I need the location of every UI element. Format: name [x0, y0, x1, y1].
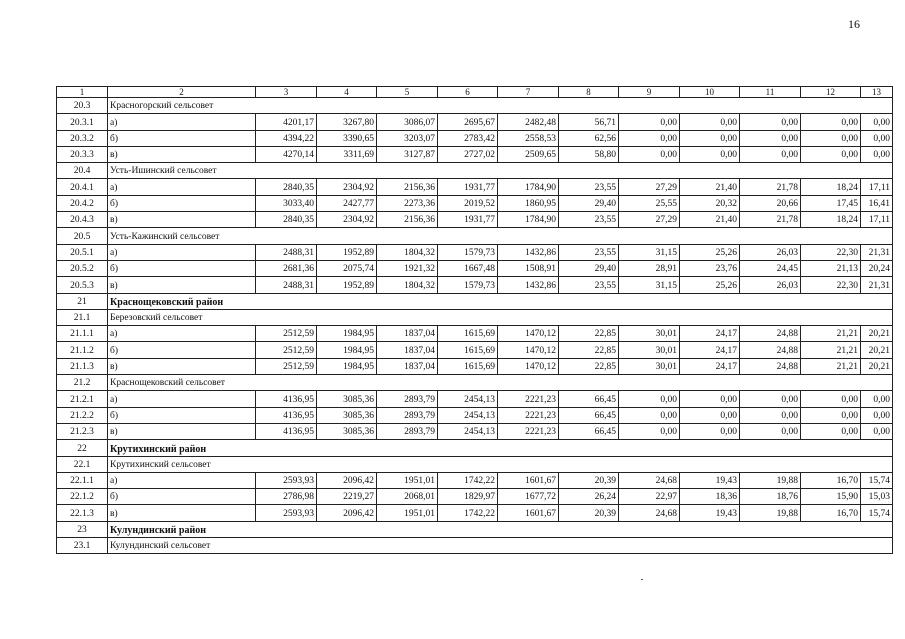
value-cell: 16,70 [801, 472, 861, 488]
table-row [57, 358, 893, 374]
value-cell: 23,55 [559, 179, 619, 195]
value-cell: 1784,90 [498, 179, 559, 195]
council-heading-row [57, 309, 893, 325]
column-number-cell: 13 [861, 87, 893, 98]
value-cell: 15,74 [861, 505, 893, 521]
value-cell: 20,24 [861, 260, 893, 276]
row-index-cell: 20.5.1 [57, 244, 108, 260]
council-heading-row [57, 538, 893, 554]
value-cell: 23,55 [559, 277, 619, 293]
page-number: 16 [848, 17, 860, 31]
value-cell: 0,00 [861, 130, 893, 146]
column-number-cell: 7 [498, 87, 559, 98]
value-cell: 25,26 [680, 244, 740, 260]
value-cell: 62,56 [559, 130, 619, 146]
value-cell: 24,68 [619, 505, 680, 521]
value-cell: 0,00 [861, 146, 893, 162]
row-index-cell: 22.1.1 [57, 472, 108, 488]
row-index-cell: 20.4.2 [57, 195, 108, 211]
value-cell: 2593,93 [256, 505, 317, 521]
value-cell: 2427,77 [317, 195, 377, 211]
variant-cell: а) [108, 114, 256, 130]
value-cell: 0,00 [619, 146, 680, 162]
value-cell: 0,00 [861, 114, 893, 130]
table-row [57, 212, 893, 228]
column-number-row [57, 87, 893, 98]
variant-cell: а) [108, 391, 256, 407]
value-cell: 1470,12 [498, 342, 559, 358]
council-title: Усть-Ишинский сельсовет [108, 163, 893, 179]
value-cell: 0,00 [740, 114, 801, 130]
value-cell: 17,45 [801, 195, 861, 211]
value-cell: 3127,87 [377, 146, 438, 162]
variant-cell: в) [108, 277, 256, 293]
value-cell: 0,00 [801, 423, 861, 439]
variant-cell: б) [108, 407, 256, 423]
value-cell: 1742,22 [438, 505, 498, 521]
value-cell: 1579,73 [438, 277, 498, 293]
value-cell: 21,31 [861, 244, 893, 260]
row-index-cell: 20.3.1 [57, 114, 108, 130]
column-number-cell: 1 [57, 87, 108, 98]
value-cell: 21,40 [680, 179, 740, 195]
value-cell: 3203,07 [377, 130, 438, 146]
row-index-cell: 21.2.2 [57, 407, 108, 423]
council-heading-row [57, 98, 893, 114]
value-cell: 18,24 [801, 179, 861, 195]
value-cell: 0,00 [619, 114, 680, 130]
value-cell: 1951,01 [377, 505, 438, 521]
value-cell: 22,30 [801, 244, 861, 260]
council-title: Усть-Кажинский сельсовет [108, 228, 893, 244]
value-cell: 19,43 [680, 472, 740, 488]
council-title: Кулундинский сельсовет [108, 538, 893, 554]
value-cell: 0,00 [680, 114, 740, 130]
value-cell: 4201,17 [256, 114, 317, 130]
variant-cell: б) [108, 130, 256, 146]
row-index-cell: 22.1 [57, 456, 108, 472]
row-index-cell: 20.3.3 [57, 146, 108, 162]
value-cell: 1470,12 [498, 326, 559, 342]
value-cell: 2221,23 [498, 407, 559, 423]
value-cell: 4136,95 [256, 423, 317, 439]
value-cell: 2786,98 [256, 489, 317, 505]
district-title: Кулундинский район [108, 521, 893, 537]
value-cell: 1921,32 [377, 260, 438, 276]
value-cell: 0,00 [619, 391, 680, 407]
value-cell: 2482,48 [498, 114, 559, 130]
value-cell: 21,21 [801, 358, 861, 374]
value-cell: 24,17 [680, 342, 740, 358]
value-cell: 20,21 [861, 326, 893, 342]
value-cell: 15,90 [801, 489, 861, 505]
row-index-cell: 21.1.2 [57, 342, 108, 358]
value-cell: 1784,90 [498, 212, 559, 228]
value-cell: 1804,32 [377, 244, 438, 260]
row-index-cell: 21 [57, 293, 108, 309]
variant-cell: в) [108, 146, 256, 162]
table-row [57, 505, 893, 521]
row-index-cell: 22.1.3 [57, 505, 108, 521]
value-cell: 0,00 [861, 423, 893, 439]
value-cell: 1952,89 [317, 277, 377, 293]
council-heading-row [57, 228, 893, 244]
value-cell: 2096,42 [317, 472, 377, 488]
value-cell: 2893,79 [377, 391, 438, 407]
variant-cell: б) [108, 489, 256, 505]
value-cell: 0,00 [680, 407, 740, 423]
district-title: Крутихинский район [108, 440, 893, 456]
value-cell: 17,11 [861, 212, 893, 228]
value-cell: 25,26 [680, 277, 740, 293]
row-index-cell: 21.1.3 [57, 358, 108, 374]
value-cell: 2840,35 [256, 179, 317, 195]
value-cell: 15,03 [861, 489, 893, 505]
value-cell: 2893,79 [377, 423, 438, 439]
value-cell: 30,01 [619, 326, 680, 342]
table-row [57, 342, 893, 358]
value-cell: 22,85 [559, 358, 619, 374]
row-index-cell: 21.2.3 [57, 423, 108, 439]
row-index-cell: 20.3.2 [57, 130, 108, 146]
column-number-cell: 5 [377, 87, 438, 98]
value-cell: 1984,95 [317, 326, 377, 342]
value-cell: 29,40 [559, 195, 619, 211]
value-cell: 0,00 [680, 391, 740, 407]
value-cell: 3085,36 [317, 391, 377, 407]
value-cell: 20,66 [740, 195, 801, 211]
value-cell: 2454,13 [438, 423, 498, 439]
row-index-cell: 21.2.1 [57, 391, 108, 407]
value-cell: 3267,80 [317, 114, 377, 130]
value-cell: 0,00 [619, 130, 680, 146]
variant-cell: в) [108, 358, 256, 374]
value-cell: 19,88 [740, 472, 801, 488]
value-cell: 26,03 [740, 244, 801, 260]
council-title: Краснощековский сельсовет [108, 375, 893, 391]
scan-speck [641, 579, 643, 580]
value-cell: 2488,31 [256, 277, 317, 293]
value-cell: 2156,36 [377, 179, 438, 195]
row-index-cell: 20.5.2 [57, 260, 108, 276]
value-cell: 3311,69 [317, 146, 377, 162]
council-heading-row [57, 456, 893, 472]
value-cell: 2156,36 [377, 212, 438, 228]
value-cell: 18,24 [801, 212, 861, 228]
value-cell: 28,91 [619, 260, 680, 276]
value-cell: 1952,89 [317, 244, 377, 260]
value-cell: 0,00 [801, 130, 861, 146]
value-cell: 1508,91 [498, 260, 559, 276]
value-cell: 1837,04 [377, 326, 438, 342]
table-row [57, 472, 893, 488]
value-cell: 0,00 [680, 130, 740, 146]
value-cell: 18,76 [740, 489, 801, 505]
value-cell: 24,68 [619, 472, 680, 488]
value-cell: 26,03 [740, 277, 801, 293]
value-cell: 0,00 [801, 114, 861, 130]
table-row [57, 407, 893, 423]
value-cell: 2512,59 [256, 342, 317, 358]
value-cell: 2221,23 [498, 423, 559, 439]
variant-cell: в) [108, 212, 256, 228]
row-index-cell: 20.5 [57, 228, 108, 244]
value-cell: 21,31 [861, 277, 893, 293]
value-cell: 0,00 [680, 423, 740, 439]
value-cell: 3085,36 [317, 407, 377, 423]
column-number-cell: 2 [108, 87, 256, 98]
table-row [57, 146, 893, 162]
column-number-cell: 3 [256, 87, 317, 98]
value-cell: 2593,93 [256, 472, 317, 488]
district-title: Краснощековский район [108, 293, 893, 309]
variant-cell: а) [108, 326, 256, 342]
value-cell: 24,88 [740, 326, 801, 342]
value-cell: 1860,95 [498, 195, 559, 211]
value-cell: 16,41 [861, 195, 893, 211]
value-cell: 1984,95 [317, 342, 377, 358]
value-cell: 22,85 [559, 342, 619, 358]
value-cell: 24,88 [740, 342, 801, 358]
value-cell: 0,00 [801, 146, 861, 162]
value-cell: 2219,27 [317, 489, 377, 505]
value-cell: 1432,86 [498, 244, 559, 260]
value-cell: 27,29 [619, 212, 680, 228]
table-row [57, 423, 893, 439]
value-cell: 1470,12 [498, 358, 559, 374]
value-cell: 2727,02 [438, 146, 498, 162]
value-cell: 2840,35 [256, 212, 317, 228]
row-index-cell: 20.4.3 [57, 212, 108, 228]
value-cell: 16,70 [801, 505, 861, 521]
council-title: Березовский сельсовет [108, 309, 893, 325]
value-cell: 2096,42 [317, 505, 377, 521]
value-cell: 2075,74 [317, 260, 377, 276]
value-cell: 2512,59 [256, 358, 317, 374]
column-number-cell: 10 [680, 87, 740, 98]
row-index-cell: 23 [57, 521, 108, 537]
district-heading-row [57, 521, 893, 537]
value-cell: 30,01 [619, 358, 680, 374]
value-cell: 1615,69 [438, 342, 498, 358]
column-number-cell: 11 [740, 87, 801, 98]
value-cell: 2273,36 [377, 195, 438, 211]
council-heading-row [57, 375, 893, 391]
value-cell: 31,15 [619, 277, 680, 293]
variant-cell: б) [108, 195, 256, 211]
value-cell: 23,76 [680, 260, 740, 276]
value-cell: 1742,22 [438, 472, 498, 488]
row-index-cell: 20.4.1 [57, 179, 108, 195]
table-row [57, 391, 893, 407]
value-cell: 2509,65 [498, 146, 559, 162]
value-cell: 21,21 [801, 342, 861, 358]
row-index-cell: 21.1 [57, 309, 108, 325]
value-cell: 2558,53 [498, 130, 559, 146]
column-number-cell: 4 [317, 87, 377, 98]
value-cell: 26,24 [559, 489, 619, 505]
value-cell: 1837,04 [377, 358, 438, 374]
table-row [57, 260, 893, 276]
table-row [57, 326, 893, 342]
value-cell: 1804,32 [377, 277, 438, 293]
table-row [57, 277, 893, 293]
row-index-cell: 22 [57, 440, 108, 456]
district-heading-row [57, 293, 893, 309]
value-cell: 4136,95 [256, 407, 317, 423]
value-cell: 21,21 [801, 326, 861, 342]
tariff-table [56, 86, 893, 554]
district-heading-row [57, 440, 893, 456]
value-cell: 24,17 [680, 326, 740, 342]
value-cell: 1984,95 [317, 358, 377, 374]
row-index-cell: 21.1.1 [57, 326, 108, 342]
value-cell: 22,97 [619, 489, 680, 505]
value-cell: 3390,65 [317, 130, 377, 146]
value-cell: 2454,13 [438, 391, 498, 407]
value-cell: 1677,72 [498, 489, 559, 505]
value-cell: 3086,07 [377, 114, 438, 130]
table-row [57, 244, 893, 260]
value-cell: 22,30 [801, 277, 861, 293]
value-cell: 3085,36 [317, 423, 377, 439]
council-title: Красногорский сельсовет [108, 98, 893, 114]
value-cell: 24,45 [740, 260, 801, 276]
value-cell: 25,55 [619, 195, 680, 211]
value-cell: 19,88 [740, 505, 801, 521]
value-cell: 17,11 [861, 179, 893, 195]
value-cell: 21,78 [740, 212, 801, 228]
variant-cell: в) [108, 505, 256, 521]
value-cell: 1601,67 [498, 505, 559, 521]
value-cell: 20,21 [861, 358, 893, 374]
value-cell: 1615,69 [438, 326, 498, 342]
value-cell: 20,39 [559, 472, 619, 488]
table-row [57, 179, 893, 195]
value-cell: 66,45 [559, 407, 619, 423]
row-index-cell: 20.4 [57, 163, 108, 179]
value-cell: 30,01 [619, 342, 680, 358]
value-cell: 20,39 [559, 505, 619, 521]
variant-cell: а) [108, 472, 256, 488]
table-row [57, 489, 893, 505]
council-title: Крутихинский сельсовет [108, 456, 893, 472]
value-cell: 58,80 [559, 146, 619, 162]
value-cell: 0,00 [619, 423, 680, 439]
value-cell: 27,29 [619, 179, 680, 195]
value-cell: 15,74 [861, 472, 893, 488]
value-cell: 0,00 [740, 407, 801, 423]
value-cell: 2783,42 [438, 130, 498, 146]
row-index-cell: 22.1.2 [57, 489, 108, 505]
value-cell: 24,88 [740, 358, 801, 374]
value-cell: 2893,79 [377, 407, 438, 423]
value-cell: 31,15 [619, 244, 680, 260]
column-number-cell: 9 [619, 87, 680, 98]
value-cell: 18,36 [680, 489, 740, 505]
value-cell: 29,40 [559, 260, 619, 276]
value-cell: 0,00 [801, 407, 861, 423]
value-cell: 23,55 [559, 244, 619, 260]
value-cell: 24,17 [680, 358, 740, 374]
value-cell: 0,00 [619, 407, 680, 423]
value-cell: 1951,01 [377, 472, 438, 488]
variant-cell: б) [108, 260, 256, 276]
value-cell: 2019,52 [438, 195, 498, 211]
value-cell: 0,00 [740, 130, 801, 146]
value-cell: 0,00 [861, 407, 893, 423]
value-cell: 66,45 [559, 391, 619, 407]
column-number-cell: 6 [438, 87, 498, 98]
row-index-cell: 21.2 [57, 375, 108, 391]
value-cell: 2488,31 [256, 244, 317, 260]
value-cell: 1667,48 [438, 260, 498, 276]
value-cell: 21,40 [680, 212, 740, 228]
table-row [57, 130, 893, 146]
value-cell: 1837,04 [377, 342, 438, 358]
value-cell: 4394,22 [256, 130, 317, 146]
value-cell: 1931,77 [438, 179, 498, 195]
value-cell: 20,32 [680, 195, 740, 211]
variant-cell: б) [108, 342, 256, 358]
value-cell: 2681,36 [256, 260, 317, 276]
value-cell: 4270,14 [256, 146, 317, 162]
value-cell: 1931,77 [438, 212, 498, 228]
value-cell: 4136,95 [256, 391, 317, 407]
variant-cell: а) [108, 179, 256, 195]
value-cell: 0,00 [740, 391, 801, 407]
value-cell: 21,78 [740, 179, 801, 195]
variant-cell: а) [108, 244, 256, 260]
value-cell: 0,00 [861, 391, 893, 407]
row-index-cell: 20.3 [57, 98, 108, 114]
column-number-cell: 12 [801, 87, 861, 98]
value-cell: 0,00 [740, 423, 801, 439]
value-cell: 21,13 [801, 260, 861, 276]
value-cell: 1432,86 [498, 277, 559, 293]
row-index-cell: 20.5.3 [57, 277, 108, 293]
value-cell: 56,71 [559, 114, 619, 130]
variant-cell: в) [108, 423, 256, 439]
column-number-cell: 8 [559, 87, 619, 98]
value-cell: 1579,73 [438, 244, 498, 260]
council-heading-row [57, 163, 893, 179]
value-cell: 2512,59 [256, 326, 317, 342]
value-cell: 2695,67 [438, 114, 498, 130]
value-cell: 0,00 [801, 391, 861, 407]
value-cell: 2454,13 [438, 407, 498, 423]
value-cell: 19,43 [680, 505, 740, 521]
value-cell: 66,45 [559, 423, 619, 439]
value-cell: 2304,92 [317, 212, 377, 228]
value-cell: 23,55 [559, 212, 619, 228]
value-cell: 0,00 [680, 146, 740, 162]
value-cell: 2221,23 [498, 391, 559, 407]
table-row [57, 195, 893, 211]
row-index-cell: 23.1 [57, 538, 108, 554]
table-row [57, 114, 893, 130]
value-cell: 2304,92 [317, 179, 377, 195]
value-cell: 0,00 [740, 146, 801, 162]
value-cell: 22,85 [559, 326, 619, 342]
value-cell: 3033,40 [256, 195, 317, 211]
value-cell: 2068,01 [377, 489, 438, 505]
value-cell: 1829,97 [438, 489, 498, 505]
value-cell: 1615,69 [438, 358, 498, 374]
value-cell: 1601,67 [498, 472, 559, 488]
value-cell: 20,21 [861, 342, 893, 358]
